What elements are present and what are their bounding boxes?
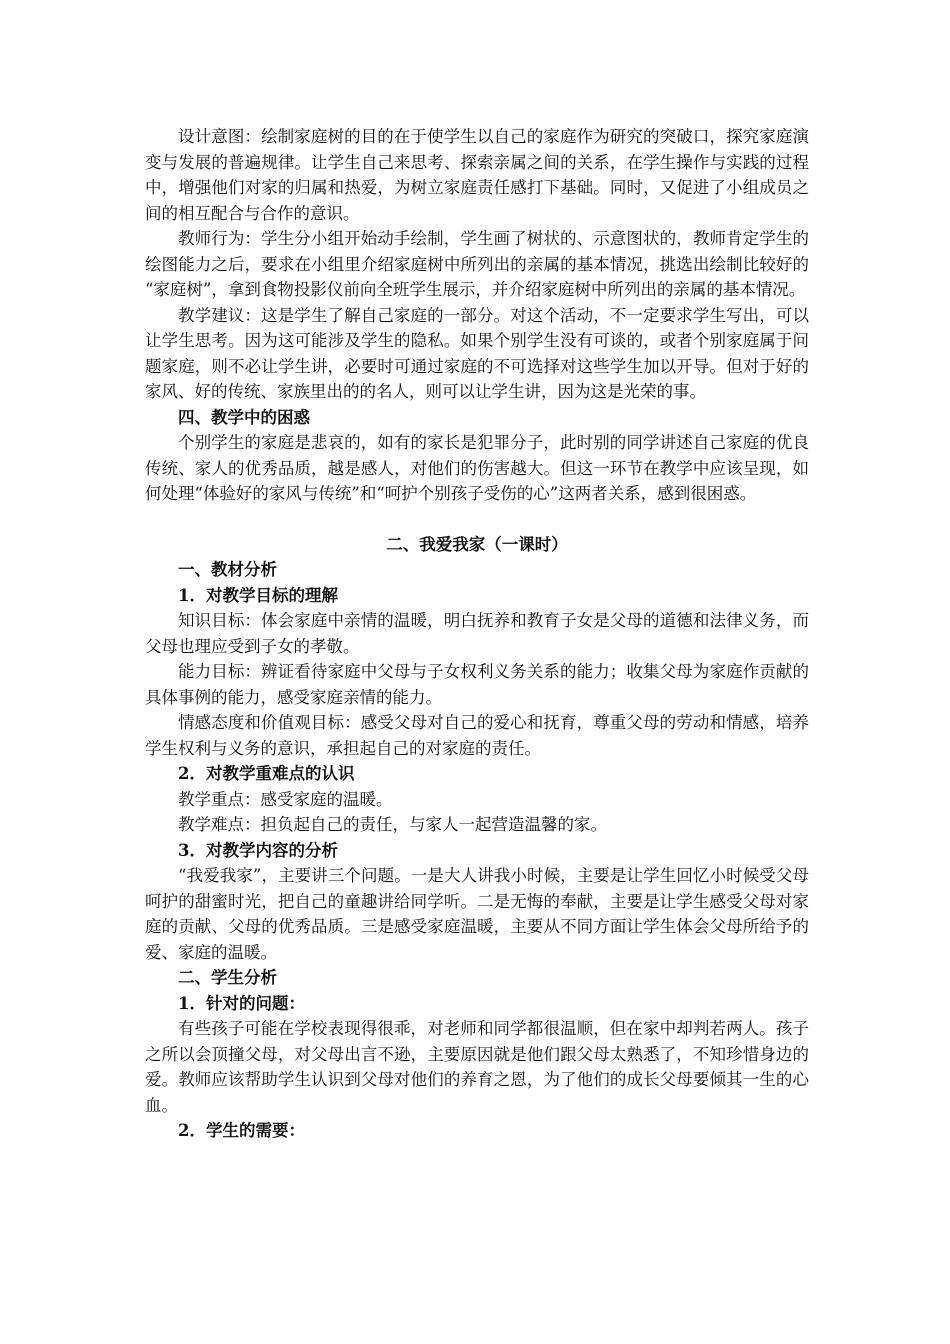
knowledge-goal-paragraph: 知识目标：体会家庭中亲情的温暖，明白抚养和教育子女是父母的道德和法律义务，而父母也理应受到子女的孝敬。 [145,611,809,656]
content-analysis-paragraph: “我爱我家”，主要讲三个问题。一是大人讲我小时候，主要是让学生回忆小时候受父母呵护的甜蜜时光，把自己的童趣讲给同学听。二是无悔的奉献，主要是让学生感受父母对家庭的贡献、父母的优秀品质。三是感受家庭温暖，主要从不同方面让学生体会父母所给予的爱、家庭的温暖。 [145,866,809,962]
subheading-content-analysis: 3．对教学内容的分析 [178,840,338,860]
difficulties-paragraph: 个别学生的家庭是悲哀的，如有的家长是犯罪分子，此时别的同学讲述自己家庭的优良传统、家人的优秀品质，越是感人，对他们的伤害越大。但这一环节在教学中应该呈现，如何处理“体验好的家风与传统”和“呵护个别孩子受伤的心”这两者关系，感到很困惑。 [145,433,809,503]
difficult-point-paragraph: 教学难点：担负起自己的责任，与家人一起营造温馨的家。 [178,815,607,834]
section-heading-material-analysis: 一、教材分析 [178,560,277,579]
design-intent-paragraph: 设计意图：绘制家庭树的目的在于使学生以自己的家庭作为研究的突破口，探究家庭演变与发展的普遍规律。让学生自己来思考、探索亲属之间的关系，在学生操作与实践的过程中，增强他们对家的归属和热爱，为树立家庭责任感打下基础。同时，又促进了小组成员之间的相互配合与合作的意识。 [145,127,809,223]
emotion-goal-paragraph: 情感态度和价值观目标：感受父母对自己的爱心和抚育，尊重父母的劳动和情感，培养学生权利与义务的意识，承担起自己的对家庭的责任。 [145,713,809,758]
subheading-goal-understanding: 1．对教学目标的理解 [178,585,338,605]
teaching-suggestion-paragraph: 教学建议：这是学生了解自己家庭的一部分。对这个活动，不一定要求学生写出，可以让学生思考。因为这可能涉及学生的隐私。如果个别学生没有可谈的，或者个别家庭属于问题家庭，则不必让学生讲，必要时可通过家庭的不可选择对这些学生加以开导。但对于好的家风、好的传统、家族里出的的名人，则可以让学生讲，因为这是光荣的事。 [145,305,809,401]
document-page [145,124,809,1144]
subheading-student-needs: 2．学生的需要： [178,1121,305,1140]
section-heading-difficulties: 四、教学中的困惑 [178,407,310,427]
subheading-target-problem: 1．针对的问题： [178,993,305,1013]
lesson-title: 二、我爱我家（一课时） [386,534,568,554]
target-problem-paragraph: 有些孩子可能在学校表现得很乖，对老师和同学都很温顺，但在家中却判若两人。孩子之所以会顶撞父母，对父母出言不逊，主要原因就是他们跟父母太熟悉了，不知珍惜身边的爱。教师应该帮助学生认识到父母对他们的养育之恩，为了他们的成长父母要倾其一生的心血。 [145,1019,809,1115]
section-heading-student-analysis: 二、学生分析 [178,968,277,987]
key-point-paragraph: 教学重点：感受家庭的温暖。 [178,789,393,809]
ability-goal-paragraph: 能力目标：辨证看待家庭中父母与子女权利义务关系的能力；收集父母为家庭作贡献的具体事例的能力，感受家庭亲情的能力。 [145,662,809,707]
teacher-behavior-paragraph: 教师行为：学生分小组开始动手绘制，学生画了树状的、示意图状的，教师肯定学生的绘图能力之后，要求在小组里介绍家庭树中所列出的亲属的基本情况，挑选出绘制比较好的“家庭树”，拿到食物投影仪前向全班学生展示，并介绍家庭树中所列出的亲属的基本情况。 [145,229,809,299]
subheading-key-points: 2．对教学重难点的认识 [178,764,355,783]
